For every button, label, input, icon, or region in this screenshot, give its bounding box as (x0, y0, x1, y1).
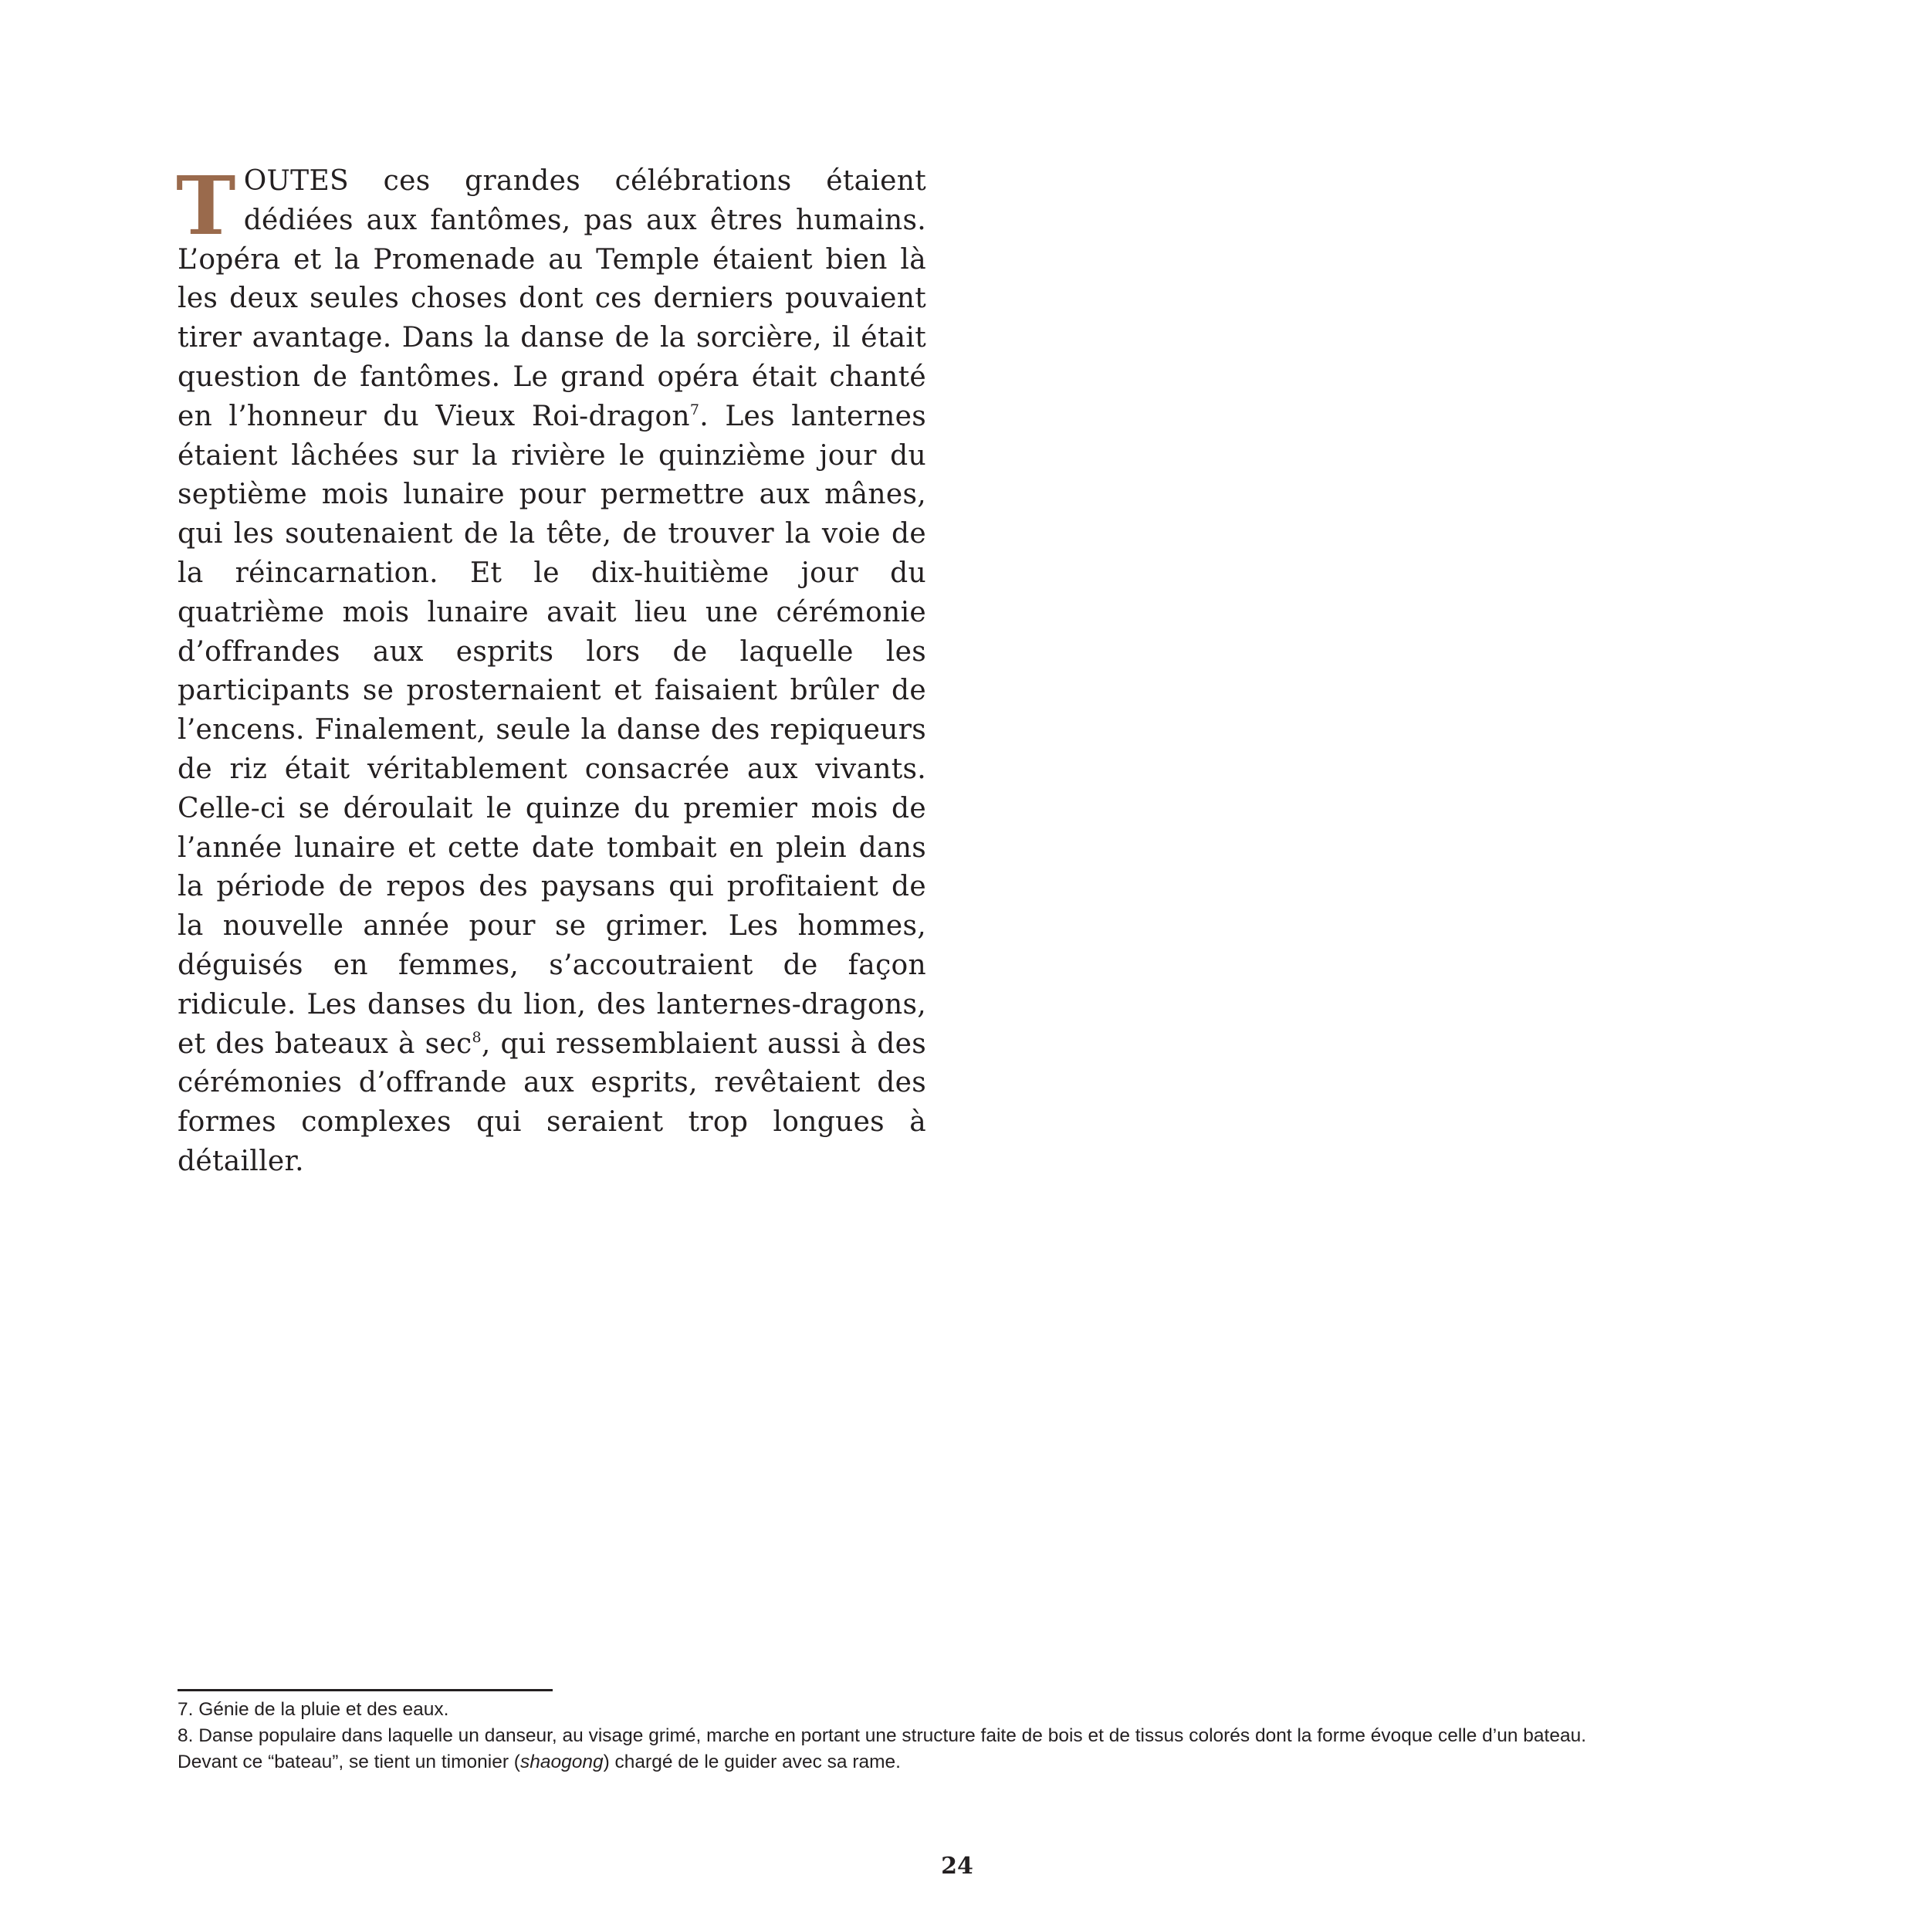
paragraph-text-part-2: . Les lanternes étaient lâchées sur la rivière le quinzième jour du septième mois lunaire pour permettre aux mânes, qui les soutenaient de la tête, de trouver la voie de la réincarnation. Et le dix-huitième jour du quatrième mois lunaire avait lieu une cérémonie d’offrandes aux esprits lors de laquelle les participants se prosternaient et faisaient brûler de l’encens. Finalement, seule la danse des repiqueurs de riz était véritablement consacrée aux vivants. Celle-ci se déroulait le quinze du premier mois de l’année lunaire et cette date tombait en plein dans la période de repos des paysans qui profitaient de la nouvelle année pour se grimer. Les hommes, déguisés en femmes, s’accoutraient de façon ridicule. Les danses du lion, des lanternes-dragons, et des bateaux à sec (178, 400, 927, 1060)
footnote-reference-7[interactable]: 7 (689, 401, 700, 418)
page-number: 24 (941, 1853, 973, 1880)
footnote-7: 7. Génie de la pluie et des eaux. (178, 1699, 449, 1720)
paragraph-text-part-3: , qui ressemblaient aussi à des cérémonies d’offrande aux esprits, revêtaient des formes complexes qui seraient trop longues à détailler. (178, 1027, 926, 1177)
footnote-8-italic-term: shaogong (519, 1752, 604, 1772)
footnote-reference-8[interactable]: 8 (472, 1028, 482, 1046)
drop-cap-letter: T (176, 158, 236, 253)
paragraph-text-part-1: OUTES ces grandes célébrations étaient dédiées aux fantômes, pas aux êtres humains. L’opéra et la Promenade au Temple étaient bien là les deux seules choses dont ces derniers pouvaient tirer avantage. Dans la danse de la sorcière, il était question de fantômes. Le grand opéra était chanté en l’honneur du Vieux Roi-dragon (178, 165, 926, 432)
footnote-8-text-after: ) chargé de le guider avec sa rame. (603, 1752, 901, 1772)
footnotes (178, 1697, 1760, 1775)
footnote-8-line-1: 8. Danse populaire dans laquelle un danseur, au visage grimé, marche en portant une structure faite de bois et de tissus colorés dont la forme évoque celle d’un bateau. (178, 1725, 1587, 1746)
paragraph (176, 158, 927, 1182)
main-paragraph (176, 158, 927, 1182)
footnote-separator (178, 1689, 553, 1691)
footnote-8-text-before: Devant ce “bateau”, se tient un timonier ( (178, 1752, 520, 1772)
footnote-8-line-2 (178, 1749, 1760, 1775)
